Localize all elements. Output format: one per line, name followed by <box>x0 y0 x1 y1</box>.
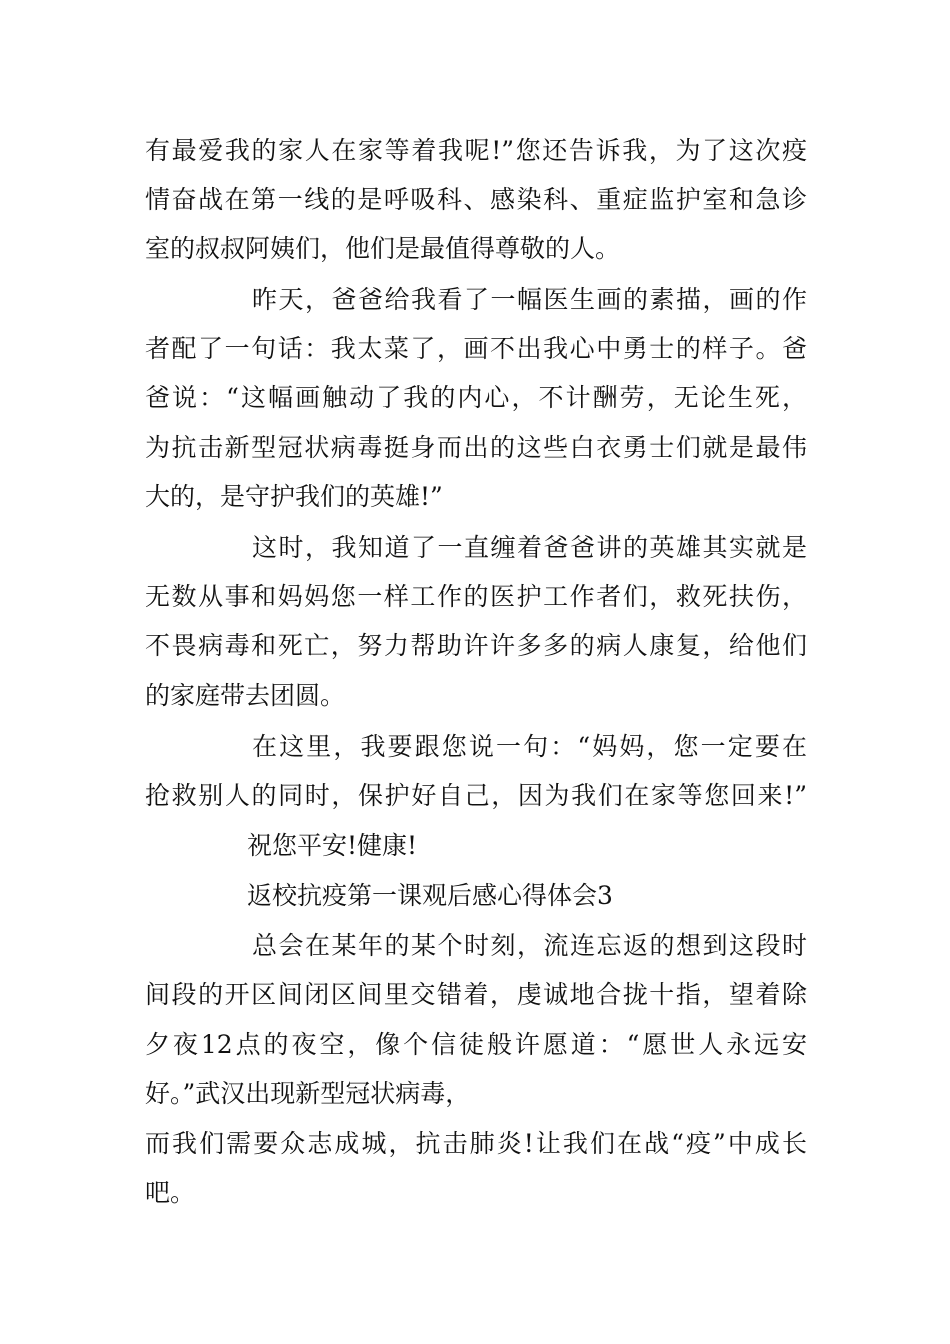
text-line: 好。”武汉出现新型冠状病毒， <box>145 1079 471 1108</box>
text-line: 而我们需要众志成城，抗击肺炎!让我们在战“疫”中成长 <box>145 1129 807 1158</box>
greeting-line: 祝您平安!健康! <box>247 831 418 860</box>
text-line: 抢救别人的同时，保护好自己，因为我们在家等您回来!” <box>145 781 807 810</box>
text-line: 室的叔叔阿姨们，他们是最值得尊敬的人。 <box>145 234 621 263</box>
text-line: 有最爱我的家人在家等着我呢!”您还告诉我，为了这次疫 <box>145 136 807 165</box>
text-line: 大的，是守护我们的英雄!” <box>145 482 443 511</box>
text-line: 情奋战在第一线的是呼吸科、感染科、重症监护室和急诊 <box>145 185 807 214</box>
paragraph-start-line: 昨天，爸爸给我看了一幅医生画的素描，画的作 <box>252 285 807 314</box>
text-line: 无数从事和妈妈您一样工作的医护工作者们，救死扶伤， <box>145 582 807 611</box>
text-line: 吧。 <box>145 1178 196 1207</box>
text-line: 间段的开区间闭区间里交错着，虔诚地合拢十指，望着除 <box>145 980 807 1009</box>
text-line: 夕夜12点的夜空，像个信徒般许愿道：“愿世人永远安 <box>145 1030 807 1059</box>
text-line: 爸说：“这幅画触动了我的内心，不计酬劳，无论生死， <box>145 383 807 412</box>
text-line: 不畏病毒和死亡，努力帮助许许多多的病人康复，给他们 <box>145 631 807 660</box>
text-line: 为抗击新型冠状病毒挺身而出的这些白衣勇士们就是最伟 <box>145 433 807 462</box>
section-title: 返校抗疫第一课观后感心得体会3 <box>247 881 613 910</box>
paragraph-start-line: 在这里，我要跟您说一句：“妈妈，您一定要在 <box>252 732 807 761</box>
paragraph-start-line: 总会在某年的某个时刻，流连忘返的想到这段时 <box>252 931 807 960</box>
text-line: 者配了一句话：我太菜了，画不出我心中勇士的样子。爸 <box>145 334 807 363</box>
text-line: 的家庭带去团圆。 <box>145 681 346 710</box>
paragraph-start-line: 这时，我知道了一直缠着爸爸讲的英雄其实就是 <box>252 533 807 562</box>
